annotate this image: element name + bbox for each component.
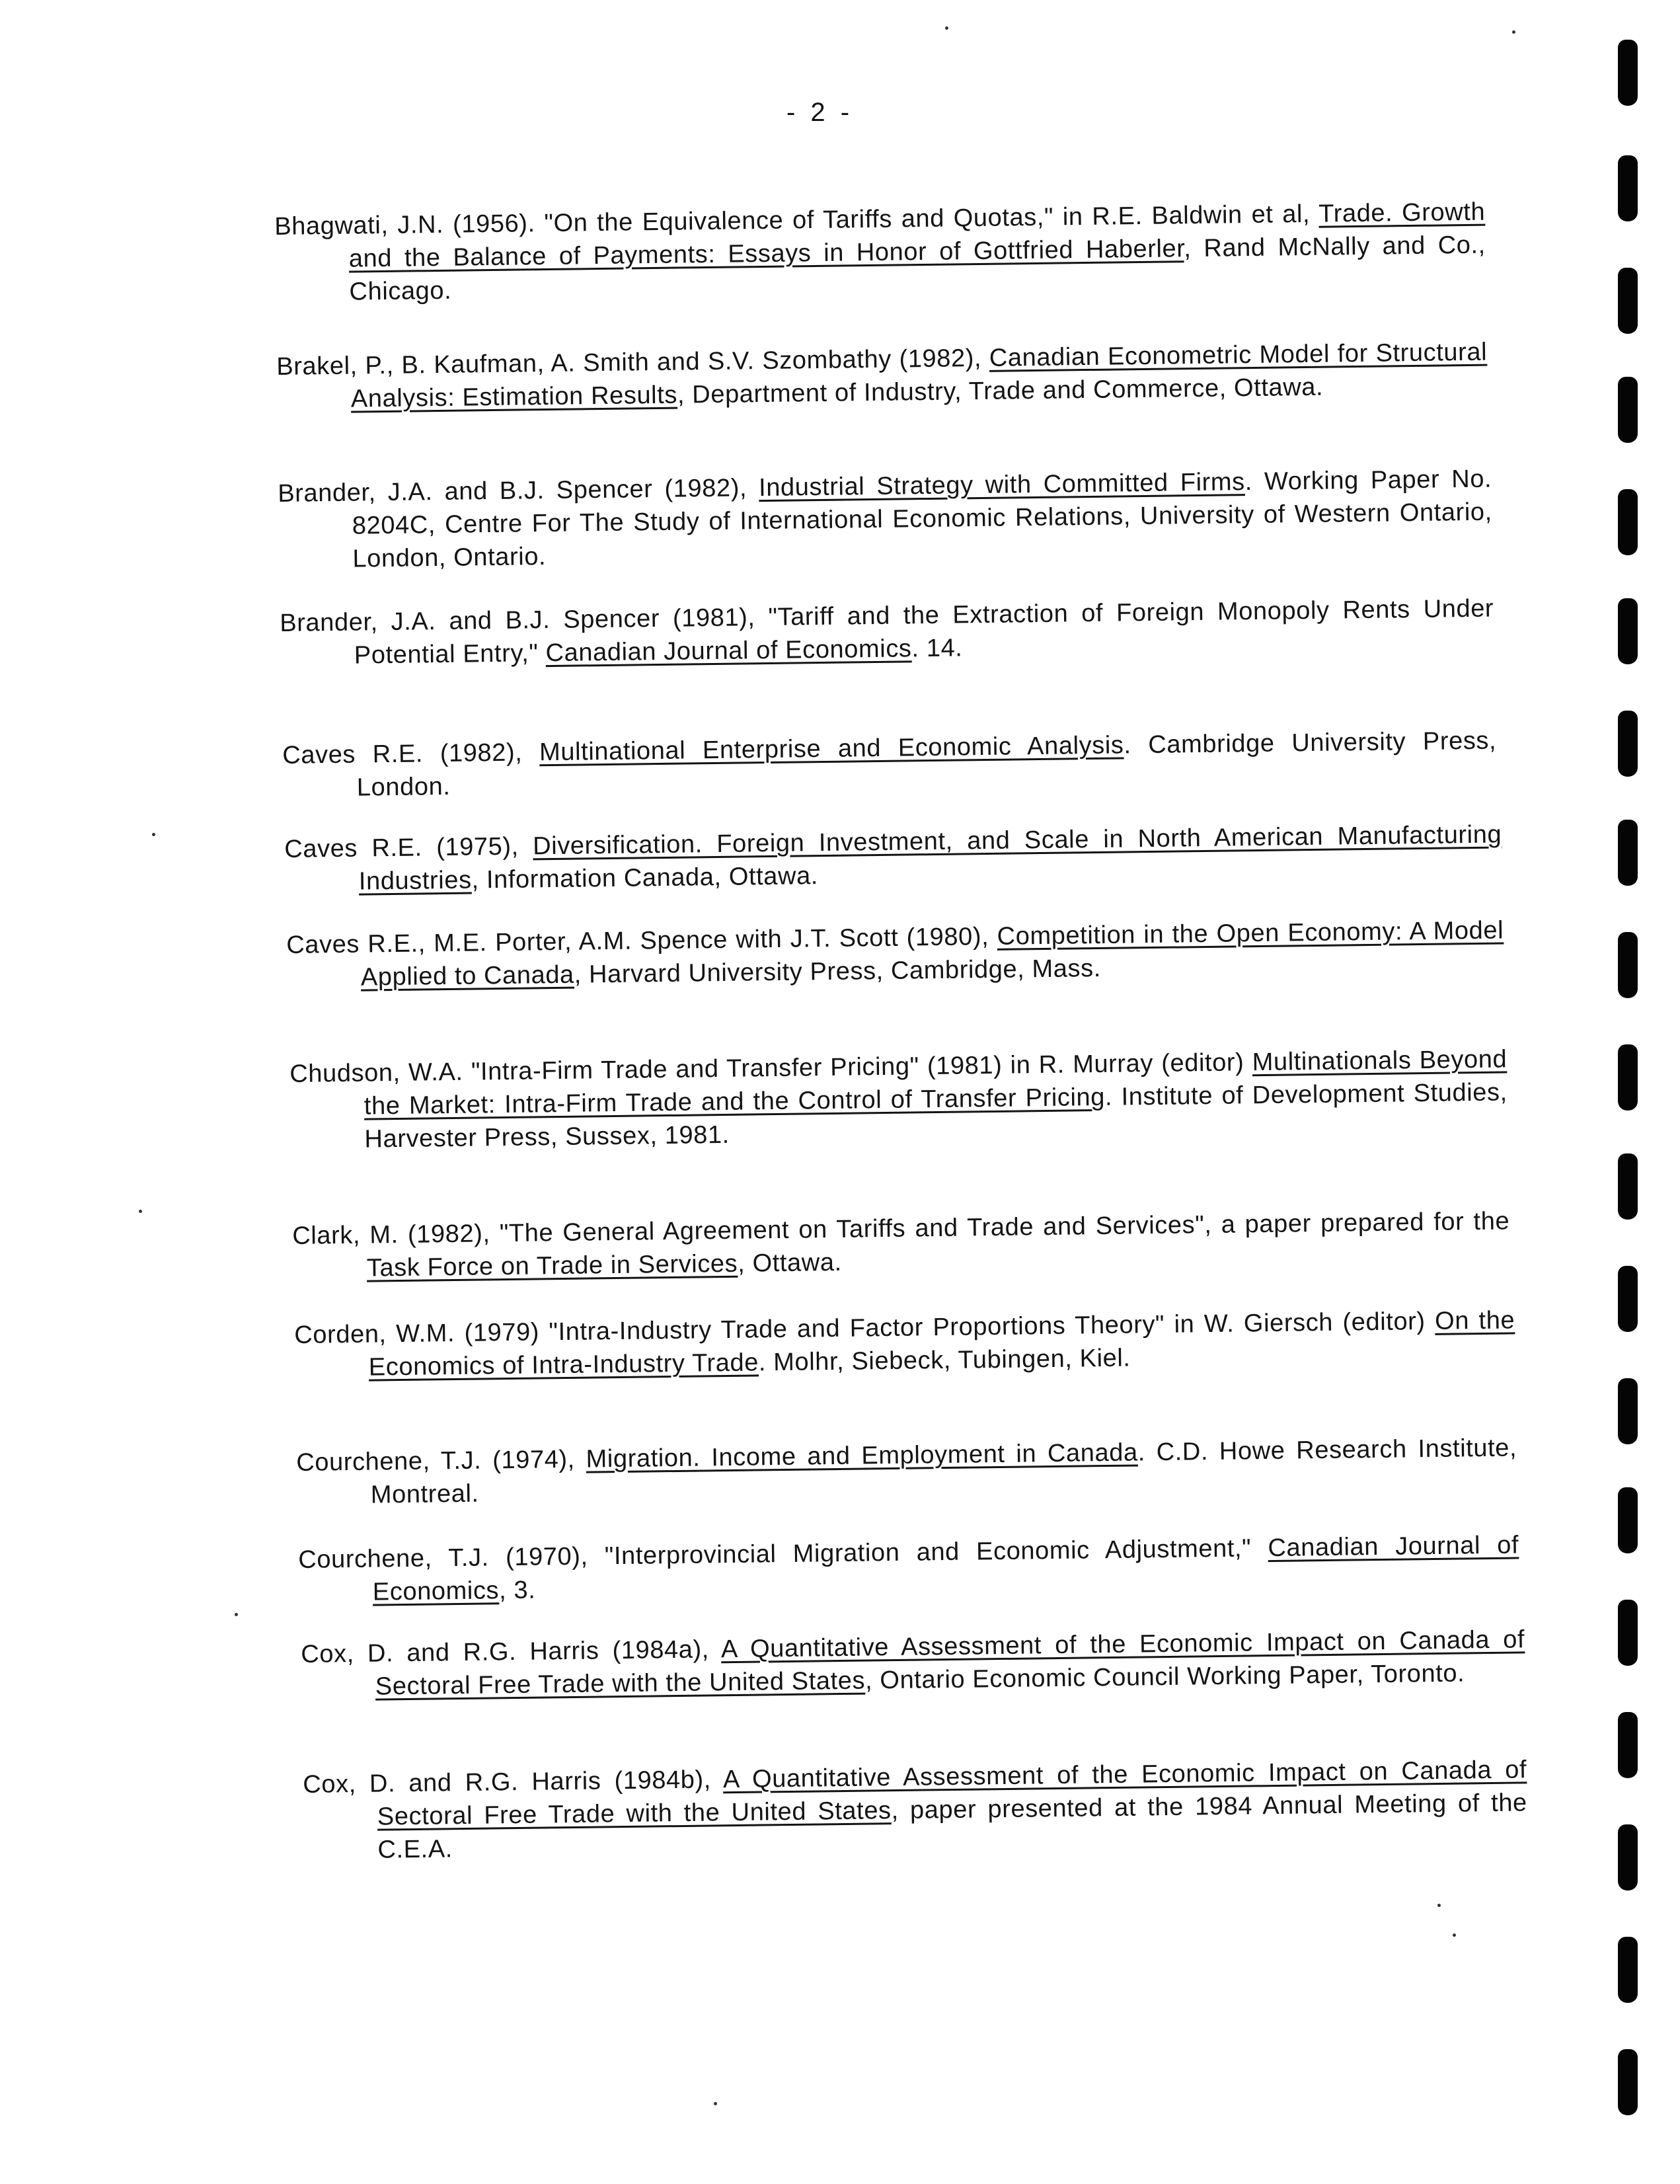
reference-title: Canadian Journal of Economics — [372, 1531, 1519, 1606]
punch-mark — [1618, 1824, 1638, 1891]
reference-text: . Molhr, Siebeck, Tubingen, Kiel. — [758, 1344, 1131, 1377]
reference-text: , Department of Industry, Trade and Commerce, Ottawa. — [677, 373, 1324, 409]
reference-title: Trade. Growth and the Balance of Payments: Essays in Honor of Gottfried Haberler — [348, 198, 1486, 273]
reference-text: Chudson, W.A. "Intra-Firm Trade and Transfer Pricing" (1981) in R. Murray (editor) — [289, 1048, 1252, 1088]
reference-title: Multinationals Beyond the Market: Intra-Firm Trade and the Control of Transfer Pricing — [363, 1045, 1508, 1120]
scan-speck — [1453, 1933, 1456, 1937]
reference-title: Competition in the Open Economy: A Model Applied to Canada — [360, 916, 1504, 992]
punch-mark — [1618, 40, 1638, 106]
reference-text: , paper presented at the 1984 Annual Meeting of the C.E.A. — [377, 1789, 1528, 1864]
reference-brakel-1982 — [276, 336, 1488, 416]
reference-text: Courchene, T.J. (1970), "Interprovincial Migration and Economic Adjustment," — [298, 1534, 1268, 1574]
reference-text: Cox, D. and R.G. Harris (1984b), — [303, 1766, 724, 1799]
scan-speck — [1512, 30, 1515, 34]
reference-text: . Cambridge University Press, London. — [356, 726, 1497, 802]
reference-title: Canadian Econometric Model for Structural Analysis: Estimation Results — [350, 338, 1488, 413]
punch-mark — [1618, 1600, 1638, 1666]
reference-title: Task Force on Trade in Services — [366, 1249, 738, 1282]
reference-cox-harris-1984b — [303, 1753, 1528, 1867]
scan-speck — [152, 833, 155, 836]
reference-text: . Working Paper No. 8204C, Centre For The Study of International Economic Relations, University of Western Ontario, London, Ontario. — [352, 465, 1493, 573]
punch-mark — [1618, 1153, 1638, 1220]
reference-cox-harris-1984a — [301, 1623, 1525, 1704]
scan-speck — [714, 2102, 717, 2105]
punch-mark — [1618, 932, 1638, 998]
reference-text: . Institute of Development Studies, Harvester Press, Sussex, 1981. — [364, 1078, 1508, 1153]
reference-text: , Ontario Economic Council Working Paper, Toronto. — [864, 1659, 1465, 1695]
reference-text: Corden, W.M. (1979) "Intra-Industry Trade and Factor Proportions Theory" in W. Giersch (editor) — [294, 1307, 1435, 1349]
reference-title: Diversification. Foreign Investment, and Scale in North American Manufacturing Industries — [358, 820, 1502, 896]
reference-brander-1982 — [278, 463, 1493, 576]
binding-punch-marks — [1613, 0, 1652, 2184]
reference-courchene-1970 — [298, 1528, 1519, 1610]
punch-mark — [1618, 2049, 1638, 2115]
punch-mark — [1618, 1937, 1638, 2003]
scan-speck — [139, 1210, 142, 1213]
reference-text: . 14. — [911, 634, 963, 663]
scan-speck — [945, 26, 948, 30]
reference-text: . C.D. Howe Research Institute, Montreal. — [370, 1434, 1517, 1509]
reference-text: , Rand McNally and Co., Chicago. — [349, 231, 1486, 306]
reference-text: Brakel, P., B. Kaufman, A. Smith and S.V. Szombathy (1982), — [276, 344, 990, 381]
reference-corden-1979 — [294, 1304, 1515, 1385]
reference-text: Brander, J.A. and B.J. Spencer (1981), "Tariff and the Extraction of Foreign Monopoly Rents Under Potential Entry," — [280, 594, 1494, 670]
reference-brander-1981 — [280, 592, 1494, 673]
punch-mark — [1618, 711, 1638, 777]
reference-chudson-1981 — [289, 1042, 1508, 1156]
reference-title: Migration. Income and Employment in Canada — [586, 1438, 1138, 1473]
reference-text: Brander, J.A. and B.J. Spencer (1982), — [278, 474, 759, 508]
reference-text: Cox, D. and R.G. Harris (1984a), — [301, 1635, 722, 1668]
reference-title: Canadian Journal of Economics — [545, 635, 912, 668]
reference-caves-porter-spence-1980 — [286, 914, 1504, 994]
punch-mark — [1618, 489, 1638, 555]
reference-text: , Ottawa. — [738, 1248, 842, 1278]
reference-title: A Quantitative Assessment of the Economic Impact on Canada of Sectoral Free Trade with the United States — [375, 1625, 1525, 1701]
punch-mark — [1618, 1712, 1638, 1778]
scan-speck — [235, 1613, 238, 1616]
reference-text: Caves R.E., M.E. Porter, A.M. Spence with J.T. Scott (1980), — [286, 922, 997, 959]
punch-mark — [1618, 1044, 1638, 1111]
reference-text: Caves R.E. (1975), — [284, 832, 533, 863]
reference-text: Clark, M. (1982), "The General Agreement on Tariffs and Trade and Services", a paper prepared for the — [292, 1207, 1510, 1250]
reference-text: Courchene, T.J. (1974), — [296, 1445, 586, 1477]
reference-title: On the Economics of Intra-Industry Trade — [368, 1306, 1515, 1382]
punch-mark — [1618, 820, 1638, 886]
reference-title: A Quantitative Assessment of the Economic Impact on Canada of Sectoral Free Trade with the United States — [377, 1756, 1527, 1831]
reference-title: Multinational Enterprise and Economic Analysis — [539, 731, 1124, 767]
reference-text: Caves R.E. (1982), — [282, 738, 540, 769]
punch-mark — [1618, 1487, 1638, 1553]
reference-text: , 3. — [498, 1576, 536, 1605]
reference-bhagwati-1956 — [274, 196, 1486, 309]
reference-title: Industrial Strategy with Committed Firms — [758, 468, 1246, 502]
punch-mark — [1618, 155, 1638, 221]
reference-text: Bhagwati, J.N. (1956). "On the Equivalence of Tariffs and Quotas," in R.E. Baldwin et al, — [274, 200, 1319, 241]
punch-mark — [1618, 1378, 1638, 1444]
scan-speck — [1437, 1904, 1441, 1907]
reference-text: , Harvard University Press, Cambridge, Mass. — [574, 954, 1102, 989]
punch-mark — [1618, 598, 1638, 664]
reference-clark-1982 — [292, 1204, 1510, 1285]
reference-caves-1975 — [284, 818, 1502, 898]
punch-mark — [1618, 1266, 1638, 1332]
reference-caves-1982 — [282, 724, 1497, 805]
punch-mark — [1618, 268, 1638, 334]
punch-mark — [1618, 377, 1638, 443]
page-number: - 2 - — [786, 98, 854, 127]
reference-courchene-1974 — [296, 1431, 1517, 1512]
reference-text: , Information Canada, Ottawa. — [471, 862, 819, 894]
